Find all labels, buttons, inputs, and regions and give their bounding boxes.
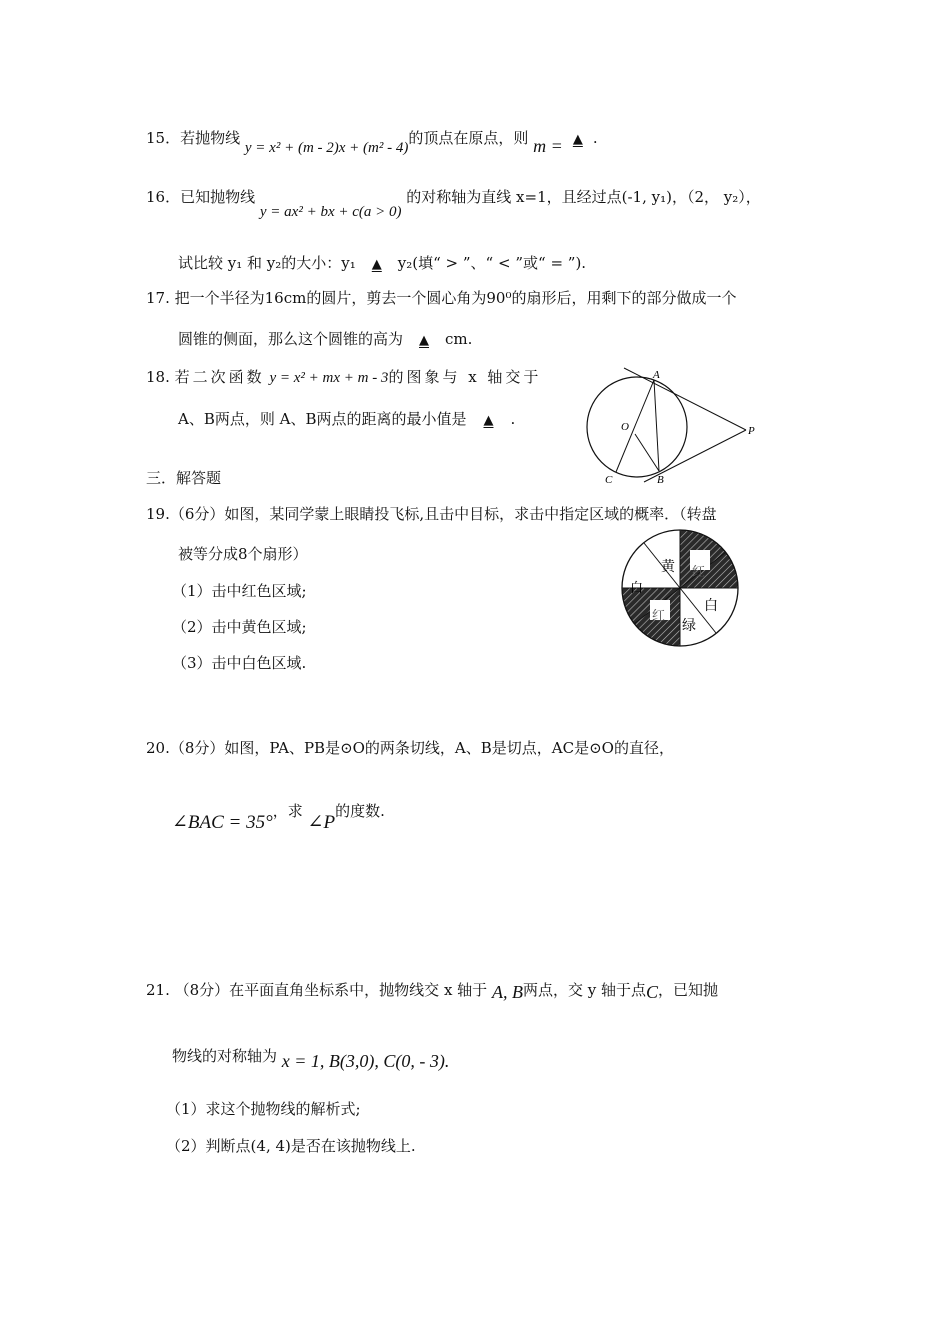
label-yellow: 黄 (661, 559, 675, 575)
question-20-line-2 (172, 800, 385, 833)
label-c: C (605, 474, 613, 486)
q15-formula: y = x² + (m - 2)x + (m² - 4) (244, 140, 409, 156)
q19-line2: 被等分成8个扇形） (178, 545, 308, 563)
q18-line2-b: . (510, 410, 516, 428)
label-white-right: 白 (704, 598, 718, 614)
q19-sub1: （1）击中红色区域; (172, 582, 307, 600)
q21-points-ab: A, B (491, 982, 523, 1002)
q21-sub2: （2）判断点(4, 4)是否在该抛物线上. (166, 1137, 416, 1155)
q18-line1-a: 若二次函数 (174, 368, 265, 386)
question-17-line-2 (178, 328, 472, 352)
q20-line2-mid: ，求 (272, 802, 303, 820)
question-21 (146, 978, 718, 1001)
q16-answer-blank: ▲ (371, 257, 382, 272)
label-a: A (653, 369, 660, 381)
question-19 (146, 503, 717, 525)
label-white-left: 白 (630, 581, 644, 596)
q16-line2-b: y₂(填“ > ”、“ < ”或“ = ”). (397, 254, 587, 272)
question-18-line-2 (178, 408, 515, 432)
q19-spinner-wheel (616, 524, 744, 652)
q15-answer-blank: ▲ (572, 132, 583, 147)
question-17 (146, 287, 736, 309)
question-18 (146, 366, 541, 389)
q20-number: 20. (146, 739, 170, 757)
q18-line2-a: A、B两点，则 A、B两点的距离的最小值是 (178, 410, 467, 428)
question-20 (146, 737, 674, 759)
chord-ab (654, 380, 659, 471)
q18-line1-b: 的图象与 x 轴交于 (388, 368, 542, 386)
q21-line1-b: 两点，交 y 轴于点 (522, 981, 646, 999)
q16-text-b: 的对称轴为直线 x=1，且经过点(-1, y₁)，（2， y₂）， (406, 188, 761, 206)
question-21-line-2 (172, 1044, 450, 1071)
question-16-line-2 (178, 252, 586, 276)
q20-angle-p: ∠P (307, 812, 336, 833)
q16-line2-a: 试比较 y₁ 和 y₂的大小：y₁ (178, 254, 356, 272)
q17-line1: 把一个半径为16cm的圆片，剪去一个圆心角为90⁰的扇形后，用剩下的部分做成一个 (174, 289, 737, 307)
q17-number: 17. (146, 289, 170, 307)
q16-number: 16． (146, 188, 181, 206)
q20-angle-bac: ∠BAC = 35° (172, 812, 273, 833)
q20-line2-end: 的度数. (335, 802, 385, 820)
q17-line2-b: cm. (445, 330, 473, 348)
label-red-top: 红 (692, 565, 706, 580)
q21-line1-c: ，已知抛 (658, 981, 719, 999)
label-b: B (657, 474, 664, 486)
q15-text-a: 若抛物线 (180, 129, 241, 147)
question-16 (146, 186, 761, 220)
section-3-title: 三．解答题 (146, 469, 222, 487)
q19-line1: （6分）如图，某同学蒙上眼睛投飞标,且击中目标，求击中指定区域的概率．（转盘 (169, 505, 717, 523)
q15-text-b: 的顶点在原点，则 (408, 129, 529, 147)
q21-line2-formula: x = 1, B(3,0), C(0, - 3). (281, 1051, 450, 1071)
q21-number: 21. (146, 981, 170, 999)
q20-line1: （8分）如图，PA、PB是⊙O的两条切线，A、B是切点，AC是⊙O的直径， (169, 739, 674, 757)
label-red-bottom: 红 (652, 609, 666, 624)
q21-line2-a: 物线的对称轴为 (172, 1047, 278, 1065)
q21-line1-a: （8分）在平面直角坐标系中，抛物线交 x 轴于 (174, 981, 488, 999)
q18-circle-figure (580, 364, 770, 490)
label-p: P (748, 425, 755, 437)
q21-point-c: C (645, 982, 658, 1002)
q17-answer-blank: ▲ (419, 333, 430, 348)
segment-ob (635, 434, 659, 471)
q18-number: 18. (146, 368, 170, 386)
q16-formula: y = ax² + bx + c(a > 0) (259, 204, 402, 220)
q15-answer-lhs: m = (533, 136, 563, 156)
q15-end: . (592, 129, 598, 147)
q15-number: 15． (146, 129, 181, 147)
label-green: 绿 (682, 618, 696, 634)
q18-formula: y = x² + mx + m - 3 (269, 370, 389, 386)
q19-sub2: （2）击中黄色区域; (172, 618, 307, 636)
label-o: O (621, 421, 629, 433)
tangent-pa (624, 368, 746, 430)
question-15 (146, 126, 598, 156)
q19-sub3: （3）击中白色区域. (172, 654, 307, 672)
q18-answer-blank: ▲ (483, 413, 494, 428)
q16-text-a: 已知抛物线 (180, 188, 256, 206)
q17-line2-a: 圆锥的侧面，那么这个圆锥的高为 (178, 330, 404, 348)
q21-sub1: （1）求这个抛物线的解析式; (166, 1100, 361, 1118)
q19-number: 19. (146, 505, 170, 523)
